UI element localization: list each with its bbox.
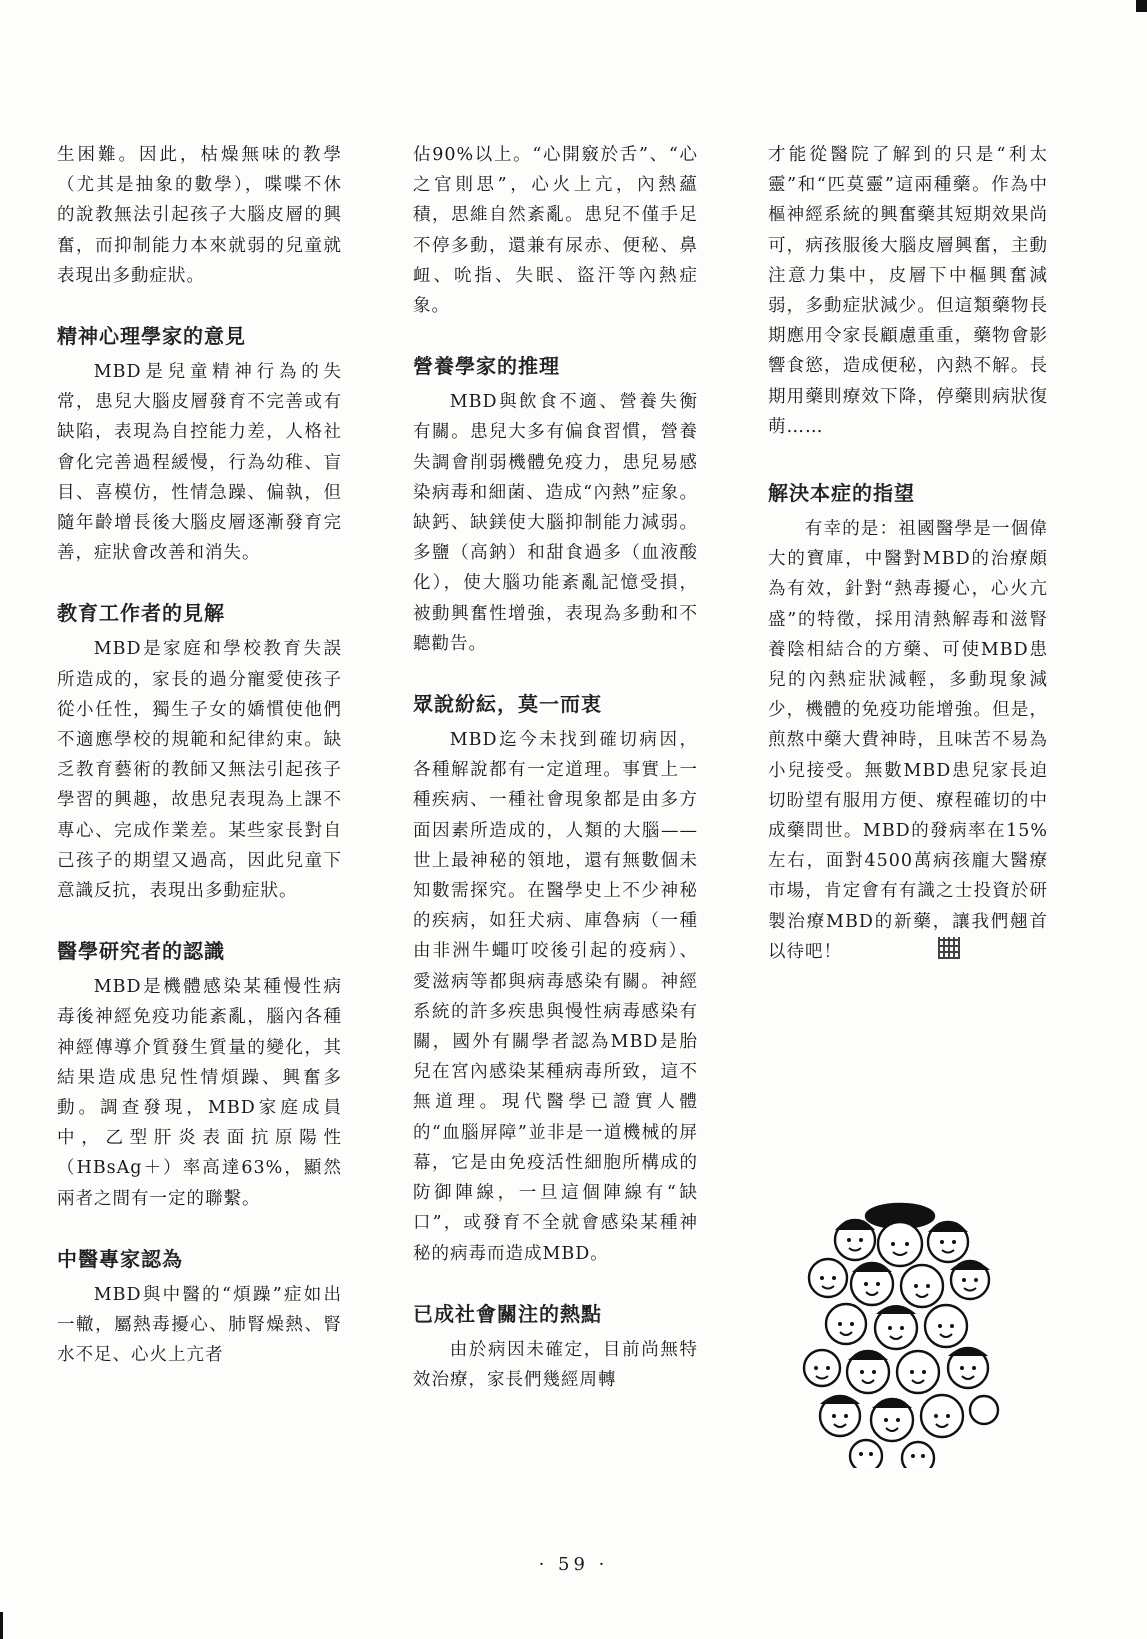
paragraph: 才能從醫院了解到的只是“利太靈”和“匹莫靈”這兩種藥。作為中樞神經系統的興奮藥其短期效果尚可，病孩服後大腦皮層興奮，主動注意力集中，皮層下中樞興奮減弱，多動症狀減少。但這類藥物長期應用令家長顧慮重重，藥物會影響食慾，造成便秘，內熱不解。長期用藥則療效下降，停藥則病狀復萌…… — [768, 145, 1048, 437]
scan-edge-mark — [1136, 0, 1147, 12]
paragraph: 生困難。因此，枯燥無味的教學（尤其是抽象的數學），喋喋不休的說教無法引起孩子大腦皮層的興奮，而抑制能力本來就弱的兒童就表現出多動症狀。 — [57, 145, 342, 286]
section-heading: 營養學家的推理 — [413, 354, 560, 379]
scan-edge-mark — [0, 1612, 3, 1639]
section-heading: 精神心理學家的意見 — [57, 324, 246, 349]
section-heading: 解決本症的指望 — [768, 481, 915, 506]
column-right — [768, 140, 1048, 967]
paragraph: MBD是機體感染某種慢性病毒後神經免疫功能紊亂，腦內各種神經傳導介質發生質量的變化，其結果造成患兒性情煩躁、興奮多動。調查發現，MBD家庭成員中，乙型肝炎表面抗原陽性（HBsAg＋）率高達63%，顯然兩者之間有一定的聯繫。 — [57, 977, 342, 1209]
paragraph-with-end-mark — [768, 514, 1048, 967]
paragraph: MBD迄今未找到確切病因，各種解說都有一定道理。事實上一種疾病、一種社會現象都是由多方面因素所造成的，人類的大腦——世上最神秘的領地，還有無數個未知數需探究。在醫學史上不少神秘的疾病，如狂犬病、庫魯病（一種由非洲牛蠅叮咬後引起的疫病）、愛滋病等都與病毒感染有關。神經系統的許多疾患與慢性病毒感染有關，國外有關學者認為MBD是胎兒在宮內感染某種病毒所致，這不無道理。現代醫學已證實人體的“血腦屏障”並非是一道機械的屏幕，它是由免疫活性細胞所構成的防御陣線，一旦這個陣線有“缺口”，或發育不全就會感染某種神秘的病毒而造成MBD。 — [413, 730, 698, 1264]
paragraph: 佔90%以上。“心開竅於舌”、“心之官則思”，心火上亢，內熱蘊積，思維自然紊亂。患兒不僅手足不停多動，還兼有尿赤、便秘、鼻衄、吮指、失眠、盜汗等內熱症象。 — [413, 145, 698, 317]
section-heading: 已成社會關注的熱點 — [413, 1301, 602, 1326]
section-heading: 醫學研究者的認識 — [57, 939, 225, 964]
section-heading: 中醫專家認為 — [57, 1246, 183, 1271]
paragraph: MBD是家庭和學校教育失誤所造成的，家長的過分寵愛使孩子從小任性，獨生子女的嬌慣使他們不適應學校的規範和紀律約束。缺乏教育藝術的教師又無法引起孩子學習的興趣，故患兒表現為上課不專心、完成作業差。某些家長對自己孩子的期望又過高，因此兒童下意識反抗，表現出多動症狀。 — [57, 639, 342, 902]
paragraph: 由於病因未確定，目前尚無特效治療，家長們幾經周轉 — [413, 1339, 698, 1390]
page-number: · 59 · — [538, 1554, 609, 1575]
paragraph: MBD與飲食不適、營養失衡有關。患兒大多有偏食習慣，營養失調會削弱機體免疫力，患兒易感染病毒和細菌、造成“內熱”症象。缺鈣、缺鎂使大腦抑制能力減弱。多鹽（高鈉）和甜食過多（血液酸化），使大腦功能紊亂記憶受損，被動興奮性增強，表現為多動和不聽勸告。 — [413, 392, 698, 654]
column-left — [57, 140, 342, 1371]
paragraph: MBD與中醫的“煩躁”症如出一轍，屬熱毒擾心、肺腎燥熱、腎水不足、心火上亢者 — [57, 1284, 342, 1366]
crowd-of-children-faces-illustration — [800, 1200, 1000, 1468]
section-heading: 教育工作者的見解 — [57, 601, 225, 626]
section-heading: 眾說紛紜，莫一而衷 — [413, 692, 602, 717]
paragraph-text: 有幸的是：祖國醫學是一個偉大的寶庫，中醫對MBD的治療頗為有效，針對“熱毒擾心，心火亢盛”的特徵，採用清熱解毒和滋腎養陰相結合的方藥、可使MBD患兒的內熱症狀減輕，多動現象減少，機體的免疫功能增強。但是，煎熬中藥大費神時，且味苦不易為小兒接受。無數MBD患兒家長迫切盼望有服用方便、療程確切的中成藥問世。MBD的發病率在15%左右，面對4500萬病孩龐大醫療市場，肯定會有有識之士投資於研製治療MBD的新藥，讓我們翹首以待吧！ — [768, 519, 1048, 962]
paragraph: MBD是兒童精神行為的失常，患兒大腦皮層發育不完善或有缺陷，表現為自控能力差，人格社會化完善過程緩慢，行為幼稚、盲目、喜模仿，性情急躁、偏執，但隨年齡增長後大腦皮層逐漸發育完善，症狀會改善和消失。 — [57, 362, 342, 564]
column-middle — [413, 140, 698, 1395]
end-of-article-seal-icon — [938, 937, 960, 959]
